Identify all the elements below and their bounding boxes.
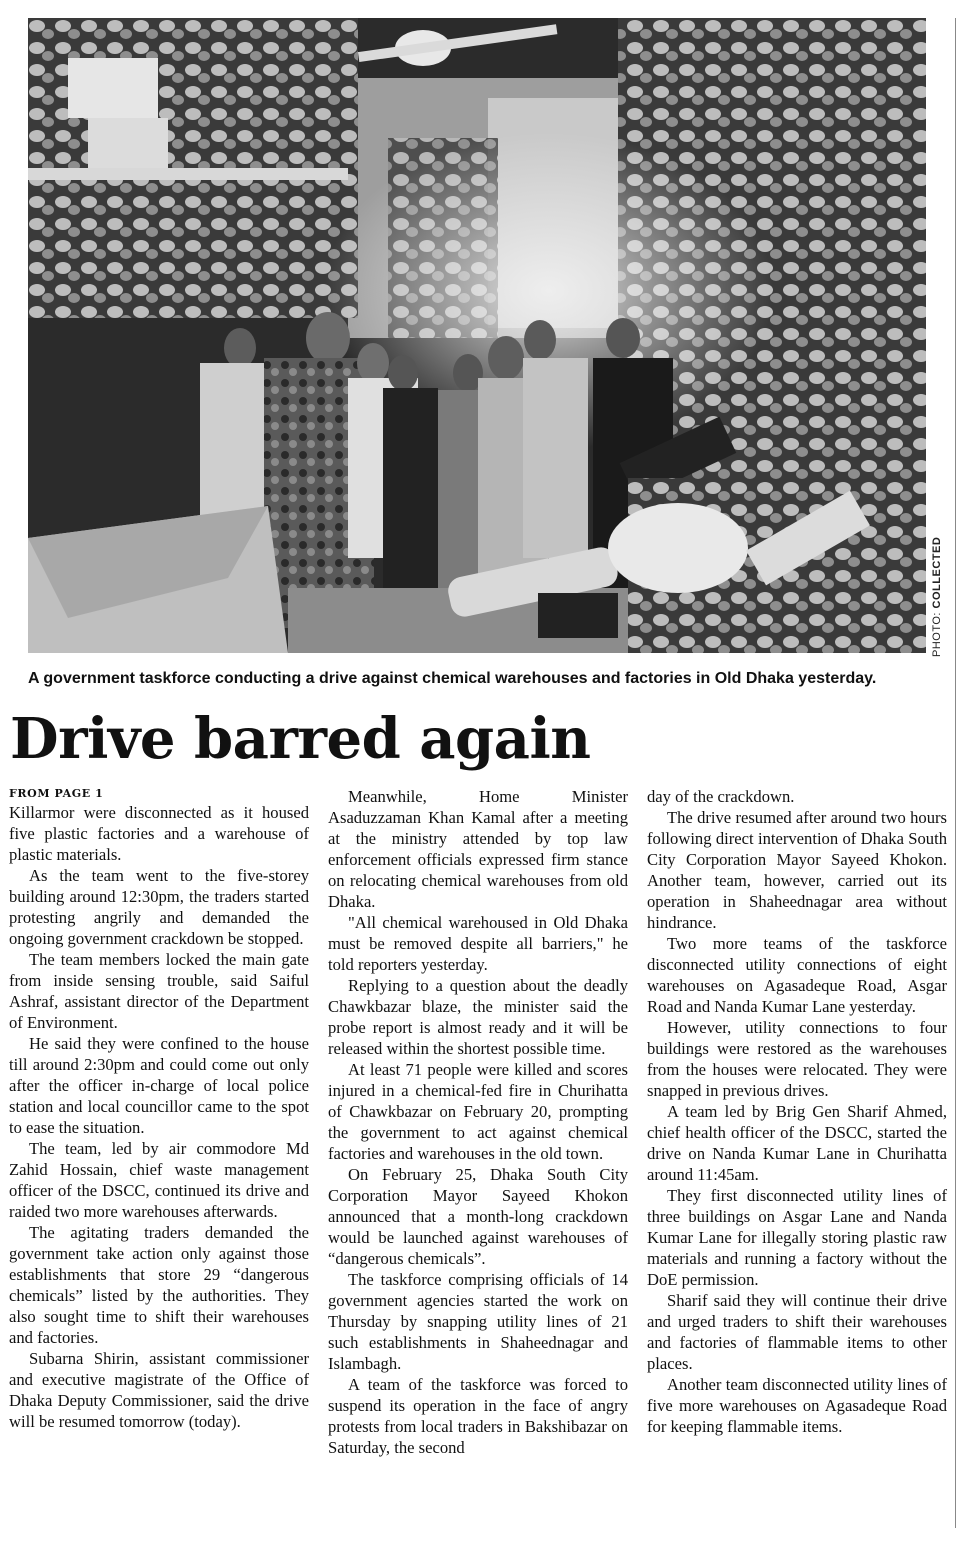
paragraph: The agitating traders demanded the government take action only against those establishments that store 29 “dangerous chemicals” listed by the authorities. They also sought time to shift their warehouses and factories. [9, 1223, 309, 1347]
paragraph: The taskforce comprising officials of 14 government agencies started the work on Thursday by snapping utility lines of 21 such establishments in Shaheednagar and Islambagh. [328, 1270, 628, 1373]
paragraph: Two more teams of the taskforce disconnected utility connections of eight warehouses on Agasadeque Road, Asgar Road and Nanda Kumar Lane yesterday. [647, 934, 947, 1016]
headline: Drive barred again [10, 706, 591, 772]
paragraph: The team, led by air commodore Md Zahid Hossain, chief waste management officer of the DSCC, continued its drive and raided two more warehouses afterwards. [9, 1139, 309, 1221]
photo-credit-label: PHOTO: [931, 612, 943, 657]
paragraph: The drive resumed after around two hours following direct intervention of Dhaka South City Corporation Mayor Sayeed Khokon. Another team, however, carried out its operation in Shaheednagar area without hindrance. [647, 808, 947, 932]
photo-credit [931, 522, 951, 657]
paragraph: At least 71 people were killed and scores injured in a chemical-fed fire in Churihatta of Chawkbazar on February 20, prompting the government to act against chemical factories and warehouses in the old town. [328, 1060, 628, 1163]
paragraph: day of the crackdown. [647, 787, 795, 806]
paragraph: Sharif said they will continue their drive and urged traders to shift their warehouses and factories of flammable items to other places. [647, 1291, 947, 1373]
photo-caption: A government taskforce conducting a drive against chemical warehouses and factories in Old Dhaka yesterday. [28, 670, 877, 687]
paragraph: A team of the taskforce was forced to suspend its operation in the face of angry protests from local traders in Bakshibazar on Saturday, the second [328, 1375, 628, 1457]
article-column-1 [9, 786, 309, 1432]
paragraph: They first disconnected utility lines of three buildings on Asgar Lane and Nanda Kumar Lane for illegally storing plastic raw materials and running a factory without the DoE permission. [647, 1186, 947, 1289]
paragraph: However, utility connections to four buildings were restored as the warehouses from the houses were relocated. They were snapped in previous drives. [647, 1018, 947, 1100]
news-photo [28, 18, 926, 653]
paragraph: He said they were confined to the house till around 2:30pm and could come out only after the officer in-charge of local police station and local councillor came to the spot to ease the situation. [9, 1034, 309, 1137]
paragraph: Replying to a question about the deadly Chawkbazar blaze, the minister said the probe report is almost ready and it will be released within the shortest possible time. [328, 976, 628, 1058]
photo-credit-name: COLLECTED [931, 536, 943, 609]
paragraph: Meanwhile, Home Minister Asaduzzaman Khan Kamal after a meeting at the ministry attended by top law enforcement officials expressed firm stance on relocating chemical warehouses from old Dhaka. [328, 787, 628, 911]
article-column-3 [647, 786, 947, 1437]
paragraph: Subarna Shirin, assistant commissioner and executive magistrate of the Office of Dhaka Deputy Commissioner, said the drive will be resumed tomorrow (today). [9, 1349, 309, 1431]
kicker: FROM PAGE 1 [9, 787, 104, 800]
paragraph: A team led by Brig Gen Sharif Ahmed, chief health officer of the DSCC, started the drive on Nanda Kumar Lane in Churihatta around 11:45am. [647, 1102, 947, 1184]
paragraph: On February 25, Dhaka South City Corporation Mayor Sayeed Khokon announced that a month-long crackdown would be launched against warehouses of “dangerous chemicals”. [328, 1165, 628, 1268]
paragraph: Killarmor were disconnected as it housed five plastic factories and a warehouse of plastic materials. [9, 803, 309, 864]
paragraph: The team members locked the main gate from inside sensing trouble, said Saiful Ashraf, assistant director of the Department of Environment. [9, 950, 309, 1032]
article-column-2 [328, 786, 628, 1458]
column-divider [955, 18, 956, 1528]
warehouse-scene-illustration [28, 18, 926, 653]
paragraph: As the team went to the five-storey building around 12:30pm, the traders started protesting angrily and demanded the ongoing government crackdown be stopped. [9, 866, 309, 948]
paragraph: Another team disconnected utility lines of five more warehouses on Agasadeque Road for keeping flammable items. [647, 1375, 947, 1436]
paragraph: "All chemical warehoused in Old Dhaka must be removed despite all barriers," he told reporters yesterday. [328, 913, 628, 974]
